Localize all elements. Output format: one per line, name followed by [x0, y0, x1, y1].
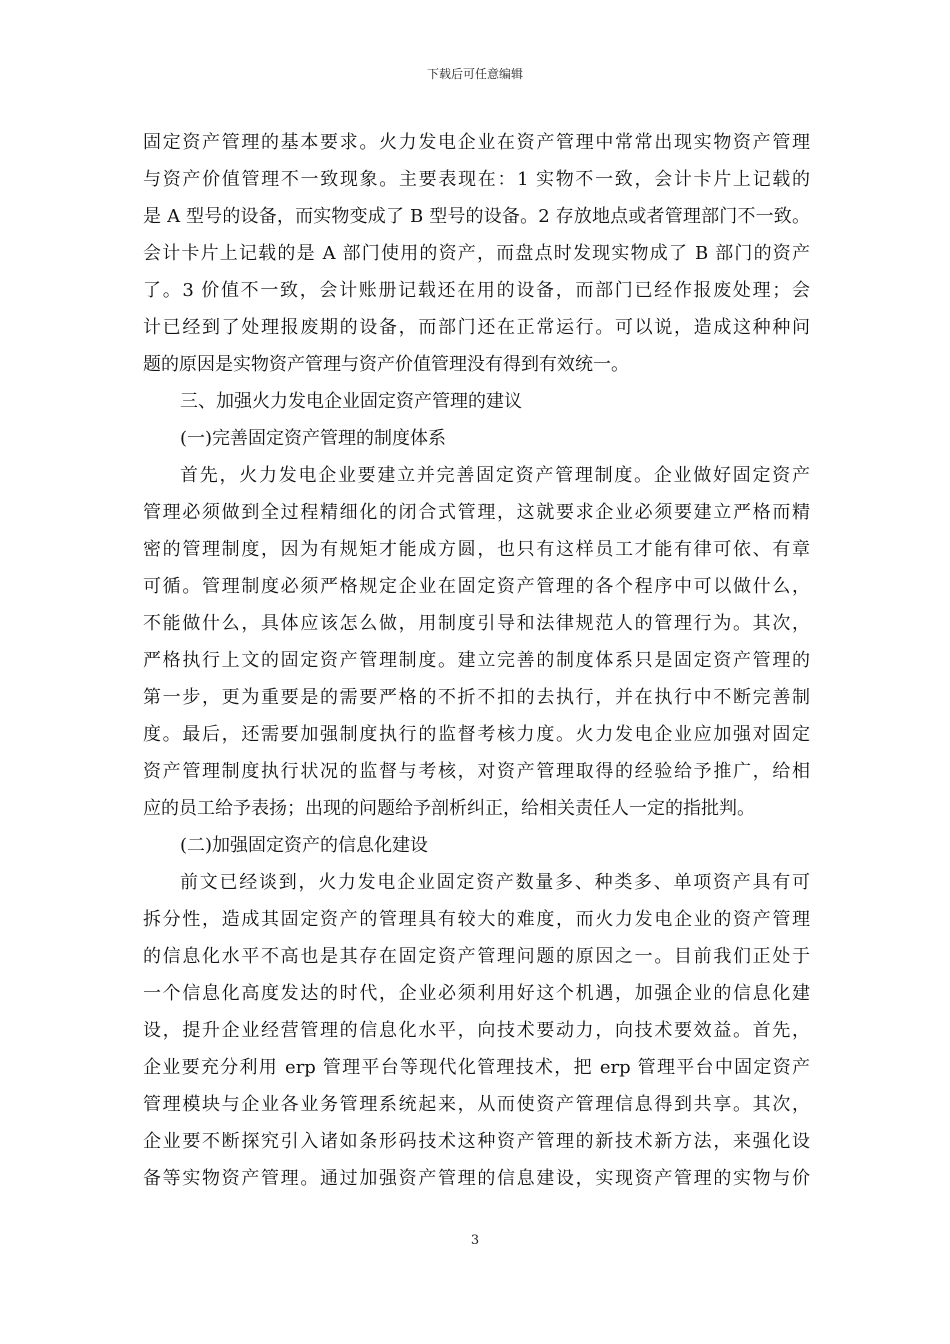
paragraph-3-line-2: 拆分性，造成其固定资产的管理具有较大的难度，而火力发电企业的资产管理	[143, 909, 810, 930]
paragraph-2-line-2: 管理必须做到全过程精细化的闭合式管理，这就要求企业必须要建立严格而精	[143, 502, 810, 523]
subsection-heading-2: (二)加强固定资产的信息化建设	[180, 835, 429, 856]
paragraph-3-line-8: 企业要不断探究引入诸如条形码技术这种资产管理的新技术新方法，来强化设	[143, 1131, 810, 1152]
paragraph-1-line-5: 了。3 价值不一致，会计账册记载还在用的设备，而部门已经作报废处理；会	[143, 280, 810, 301]
paragraph-1-line-4: 会计卡片上记载的是 A 部门使用的资产，而盘点时发现实物成了 B 部门的资产	[143, 243, 810, 264]
paragraph-2-line-3: 密的管理制度，因为有规矩才能成方圆，也只有这样员工才能有律可依、有章	[143, 539, 810, 560]
page-header: 下载后可任意编辑	[426, 67, 523, 81]
paragraph-1-line-2: 与资产价值管理不一致现象。主要表现在：1 实物不一致，会计卡片上记载的	[143, 169, 810, 190]
paragraph-2-line-10: 应的员工给予表扬；出现的问题给予剖析纠正，给相关责任人一定的指批判。	[143, 798, 755, 819]
paragraph-2-line-6: 严格执行上文的固定资产管理制度。建立完善的制度体系只是固定资产管理的	[143, 650, 810, 671]
paragraph-1-line-1: 固定资产管理的基本要求。火力发电企业在资产管理中常常出现实物资产管理	[143, 132, 810, 153]
page-number: 3	[470, 1233, 480, 1248]
subsection-heading-1: (一)完善固定资产管理的制度体系	[180, 428, 447, 449]
paragraph-1-line-6: 计已经到了处理报废期的设备，而部门还在正常运行。可以说，造成这种种问	[143, 317, 810, 338]
paragraph-3-line-6: 企业要充分利用 erp 管理平台等现代化管理技术，把 erp 管理平台中固定资产	[143, 1057, 810, 1078]
paragraph-3-line-1: 前文已经谈到，火力发电企业固定资产数量多、种类多、单项资产具有可	[180, 872, 810, 893]
paragraph-3-line-9: 备等实物资产管理。通过加强资产管理的信息建设，实现资产管理的实物与价	[143, 1168, 810, 1189]
paragraph-3-line-3: 的信息化水平不高也是其存在固定资产管理问题的原因之一。目前我们正处于	[143, 946, 810, 967]
paragraph-2-line-1: 首先，火力发电企业要建立并完善固定资产管理制度。企业做好固定资产	[180, 465, 810, 486]
document-body	[143, 124, 810, 1197]
paragraph-3-line-7: 管理模块与企业各业务管理系统起来，从而使资产管理信息得到共享。其次，	[143, 1094, 810, 1115]
paragraph-1-line-3: 是 A 型号的设备，而实物变成了 B 型号的设备。2 存放地点或者管理部门不一致。	[143, 206, 810, 227]
paragraph-2-line-7: 第一步，更为重要是的需要严格的不折不扣的去执行，并在执行中不断完善制	[143, 687, 810, 708]
paragraph-3-line-4: 一个信息化高度发达的时代，企业必须利用好这个机遇，加强企业的信息化建	[143, 983, 810, 1004]
paragraph-2-line-4: 可循。管理制度必须严格规定企业在固定资产管理的各个程序中可以做什么，	[143, 576, 810, 597]
section-heading-3: 三、加强火力发电企业固定资产管理的建议	[180, 391, 522, 412]
paragraph-1-line-7: 题的原因是实物资产管理与资产价值管理没有得到有效统一。	[143, 354, 629, 375]
paragraph-2-line-5: 不能做什么，具体应该怎么做，用制度引导和法律规范人的管理行为。其次，	[143, 613, 810, 634]
paragraph-2-line-9: 资产管理制度执行状况的监督与考核，对资产管理取得的经验给予推广，给相	[143, 761, 810, 782]
paragraph-2-line-8: 度。最后，还需要加强制度执行的监督考核力度。火力发电企业应加强对固定	[143, 724, 810, 745]
paragraph-3-line-5: 设，提升企业经营管理的信息化水平，向技术要动力，向技术要效益。首先，	[143, 1020, 810, 1041]
